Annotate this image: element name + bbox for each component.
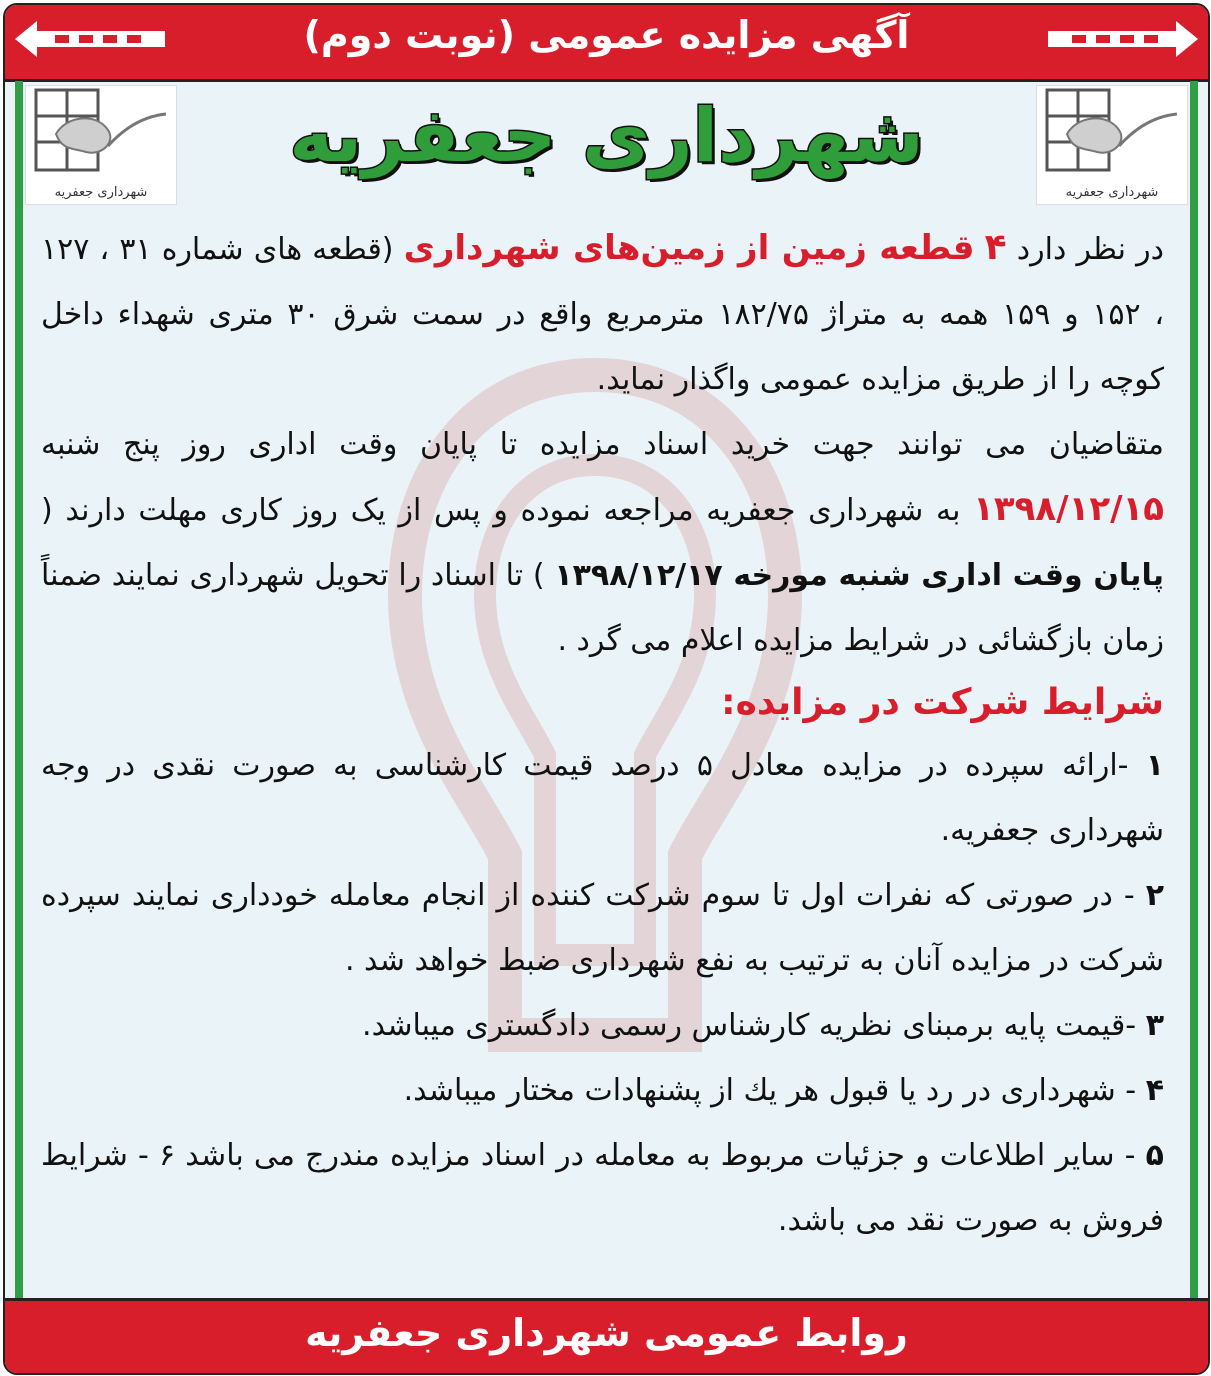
notice-body [41, 215, 1164, 1253]
logo-caption: شهرداری جعفریه [1065, 185, 1159, 200]
left-green-rule [15, 81, 23, 1301]
arrow-right-icon [1048, 19, 1198, 59]
intro-rest: (قطعه های شماره ۳۱ ، ۱۲۷ ، ۱۵۲ و ۱۵۹ همه به متراژ ۱۸۲/۷۵ مترمربع واقع در سمت شرق ۳۰ متری شهداء داخل کوچه را از طریق مزایده عمومی واگذار نماید. [41, 232, 1165, 397]
headline-municipality: شهرداری جعفریه [289, 93, 924, 179]
right-green-rule [1190, 81, 1198, 1301]
condition-item: ۴ - شهرداری در رد یا قبول هر يك از پشنهادات مختار میباشد. [403, 1073, 1164, 1108]
condition-item: ۳ -قیمت پایه برمبنای نظریه کارشناس رسمی دادگستری میباشد. [362, 1008, 1164, 1043]
header-bar [5, 5, 1208, 82]
intro-paragraph [41, 215, 1164, 412]
notice-title: آگهی مزایده عمومی (نوبت دوم) [303, 13, 910, 57]
purchase-deadline-date: ۱۳۹۸/۱۲/۱۵ [973, 489, 1164, 529]
intro-lead: در نظر دارد [1016, 232, 1164, 267]
documents-part3: ) تا اسناد را تحویل شهرداری نمایند ضمناً زمان بازگشائی در شرایط مزایده اعلام می گرد . [41, 558, 1164, 658]
condition-item: ۵ - سایر اطلاعات و جزئیات مربوط به معامله در اسناد مزایده مندرج می باشد ۶ - شرایط فروش به صورت نقد می باشد. [41, 1138, 1164, 1238]
notice-frame [3, 3, 1210, 1375]
documents-part2: به شهرداری جعفریه مراجعه نموده و پس از یک روز کاری مهلت دارند ( [41, 493, 961, 528]
parcel-count: ۴ [984, 227, 1007, 268]
logo-caption: شهرداری جعفریه [54, 185, 148, 200]
condition-item: ۲ - در صورتی که نفرات اول تا سوم شرکت کننده از انجام معامله خودداری نمایند سپرده شرکت در مزایده آنان به ترتیب به نفع شهرداری ضبط خواهد شد . [41, 878, 1164, 978]
condition-item: ۱ -ارائه سپرده در مزایده معادل ۵ درصد قیمت کارشناسی به صورت نقدی در وجه شهرداری جعفریه. [41, 748, 1164, 848]
documents-part1: متقاضیان می توانند جهت خرید اسناد مزایده تا پایان وقت اداری روز پنج شنبه [41, 427, 1164, 462]
footer-bar [5, 1298, 1208, 1373]
parcel-highlight: قطعه زمین از زمین‌های شهرداری [403, 228, 975, 268]
conditions-title: شرایط شرکت در مزایده: [721, 682, 1164, 723]
documents-paragraph [41, 412, 1164, 673]
footer-title: روابط عمومی شهرداری جعفریه [305, 1311, 908, 1355]
submission-deadline: پایان وقت اداری شنبه مورخه ۱۳۹۸/۱۲/۱۷ [554, 558, 1164, 593]
